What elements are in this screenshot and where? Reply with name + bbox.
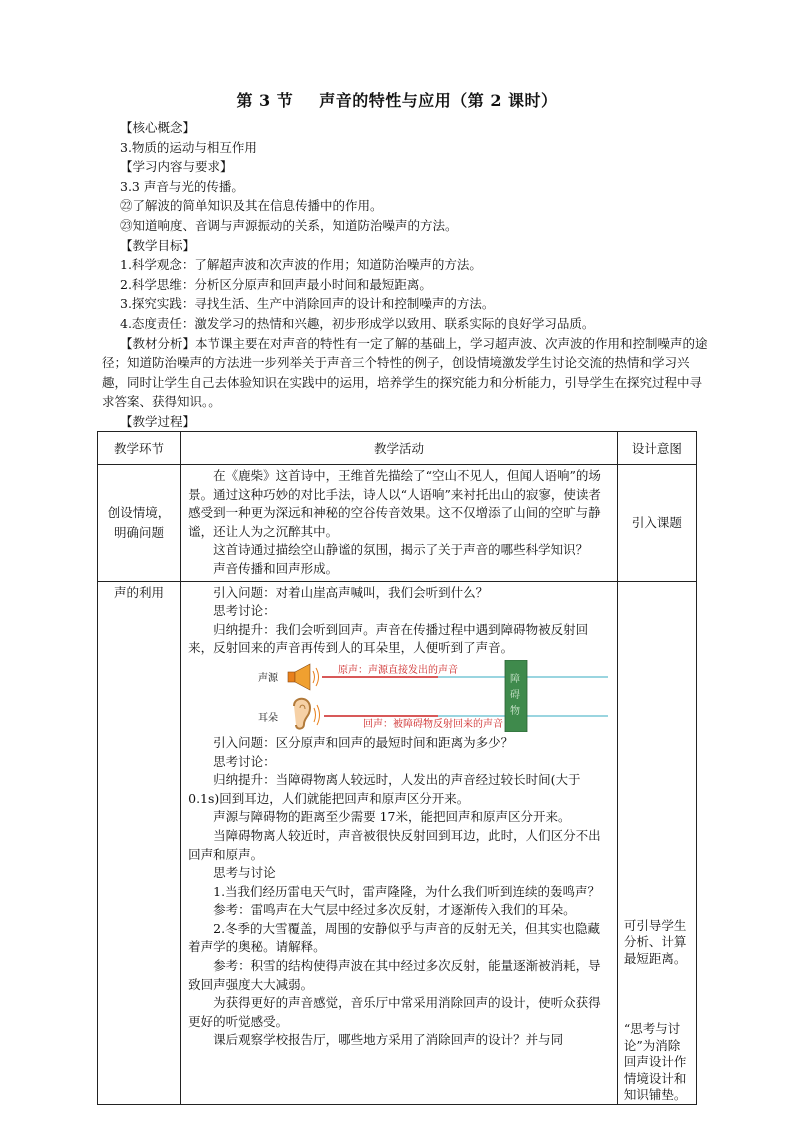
echo-diagram <box>188 660 610 732</box>
goal-item: 3.探究实践：寻找生活、生产中消除回声的设计和控制噪声的方法。 <box>120 296 495 312</box>
section-number: 第 3 节 <box>236 91 294 110</box>
activity-paragraph: 声源与障碍物的距离至少需要 17米，能把回声和原声区分开来。 <box>213 809 571 825</box>
page-title <box>0 88 794 111</box>
echo-label: 回声：被障碍物反射回来的声音 <box>363 718 504 730</box>
content-heading: 【学习内容与要求】 <box>120 159 233 175</box>
ear-label: 耳朵 <box>258 712 279 724</box>
content-item: ㉒了解波的简单知识及其在信息传播中的作用。 <box>120 198 383 214</box>
goal-item: 4.态度责任：激发学习的热情和兴趣，初步形成学以致用、联系实际的良好学习品质。 <box>120 315 595 331</box>
obstacle-label-char: 碍 <box>510 689 521 701</box>
original-sound-label: 原声：声源直接发出的声音 <box>338 664 459 676</box>
activity-paragraph: 为获得更好的声音感觉，音乐厅中常采用消除回声的设计，使听众获得更好的听觉感受。 <box>188 995 601 1029</box>
goal-item: 1.科学观念：了解超声波和次声波的作用；知道防治噪声的方法。 <box>120 257 482 273</box>
content-item: 3.3 声音与光的传播。 <box>120 178 244 194</box>
activity-paragraph: 参考：积雪的结构使得声波在其中经过多次反射，能量逐渐被消耗，导致回声强度大大减弱。 <box>188 958 601 992</box>
activity-paragraph: 归纳提升：当障碍物离人较远时，人发出的声音经过较长时间(大于 0.1s)回到耳边，人们就能把回声和原声区分开来。 <box>188 772 581 806</box>
intro-section <box>102 118 708 432</box>
analysis-body: 本节课主要在对声音的特性有一定了解的基础上，学习超声波、次声波的作用和控制噪声的途径；知道防治噪声的方法进一步列举关于声音三个特性的例子，创设情境激发学生讨论交流的热情和学习兴趣，同时让学生自己去体验知识在实践中的运用，培养学生的探究能力和分析能力，引导学生在探究过程中寻求答案、获得知识。。 <box>102 335 708 410</box>
teaching-process-table <box>97 431 697 1105</box>
intent-text: “思考与讨论”为消除回声设计作情境设计和知识铺垫。 <box>623 1021 687 1103</box>
activity-paragraph: 引入问题：区分原声和回声的最短时间和距离为多少？ <box>213 734 514 750</box>
content-item: ㉓知道响度、音调与声源振动的关系，知道防治噪声的方法。 <box>120 217 458 233</box>
header-activity: 教学活动 <box>181 432 618 465</box>
activity-paragraph: 在《鹿柴》这首诗中，王维首先描绘了“空山不见人，但闻人语响”的场景。通过这种巧妙的对比手法，诗人以“人语响”来衬托出山的寂寥，使读者感受到一种更为深远和神秘的空谷传音效果。这不仅增添了山间的空旷与静谧，还让人为之沉醉其中。 <box>188 468 601 539</box>
activity-paragraph: 归纳提升：我们会听到回声。声音在传播过程中遇到障碍物被反射回来，反射回来的声音再传到人的耳朵里，人便听到了声音。 <box>188 621 589 656</box>
echo-diagram-svg <box>188 660 608 732</box>
intent-cell <box>617 465 696 582</box>
ear-icon <box>294 699 320 729</box>
activity-paragraph: 声音传播和回声形成。 <box>213 560 339 576</box>
lesson-title: 声音的特性与应用（第 2 课时） <box>319 91 558 110</box>
stage-label: 创设情境， <box>107 504 171 520</box>
source-label: 声源 <box>258 672 279 684</box>
header-intent: 设计意图 <box>617 432 696 465</box>
table-header-row <box>98 432 697 465</box>
obstacle-label-char: 物 <box>510 705 521 717</box>
activity-paragraph: 1.当我们经历雷电天气时，雷声隆隆，为什么我们听到连续的轰鸣声？ <box>213 883 601 899</box>
goals-heading: 【教学目标】 <box>120 237 196 253</box>
intent-text: 引入课题 <box>631 514 682 530</box>
table-row <box>98 581 697 1104</box>
intent-text: 可引导学生分析、计算最短距离。 <box>623 917 687 966</box>
table-row <box>98 465 697 582</box>
core-concept-heading: 【核心概念】 <box>120 120 196 135</box>
stage-cell <box>98 465 181 582</box>
activity-paragraph: 这首诗通过描绘空山静谧的氛围，揭示了关于声音的哪些科学知识？ <box>213 542 589 558</box>
activity-cell <box>181 581 618 1104</box>
loudspeaker-icon <box>288 664 319 690</box>
activity-paragraph: 引入问题：对着山崖高声喊叫，我们会听到什么？ <box>213 584 489 600</box>
activity-paragraph: 思考讨论： <box>213 603 276 619</box>
analysis-heading: 【教材分析】 <box>120 335 196 351</box>
activity-paragraph: 思考与讨论 <box>213 865 276 881</box>
activity-paragraph: 参考：雷鸣声在大气层中经过多次反射，才逐渐传入我们的耳朵。 <box>213 902 576 918</box>
stage-label: 明确问题 <box>114 524 165 540</box>
header-stage: 教学环节 <box>98 432 181 465</box>
activity-cell <box>181 465 618 582</box>
stage-cell <box>98 581 181 1104</box>
activity-paragraph: 2.冬季的大雪覆盖，周围的安静似乎与声音的反射无关，但其实也隐藏着声学的奥秘。请解释。 <box>188 920 601 955</box>
process-heading: 【教学过程】 <box>120 413 196 429</box>
goal-item: 2.科学思维：分析区分原声和回声最小时间和最短距离。 <box>120 276 432 292</box>
core-concept: 3.物质的运动与相互作用 <box>120 139 257 155</box>
activity-paragraph: 课后观察学校报告厅，哪些地方采用了消除回声的设计？并与同 <box>213 1032 564 1048</box>
intent-cell <box>617 581 696 1104</box>
stage-label: 声的利用 <box>114 584 165 600</box>
activity-paragraph: 当障碍物离人较近时，声音被很快反射回到耳边，此时，人们区分不出回声和原声。 <box>188 827 601 862</box>
activity-paragraph: 思考讨论： <box>213 753 276 769</box>
obstacle-label-char: 障 <box>510 673 521 685</box>
textbook-analysis <box>102 334 708 412</box>
